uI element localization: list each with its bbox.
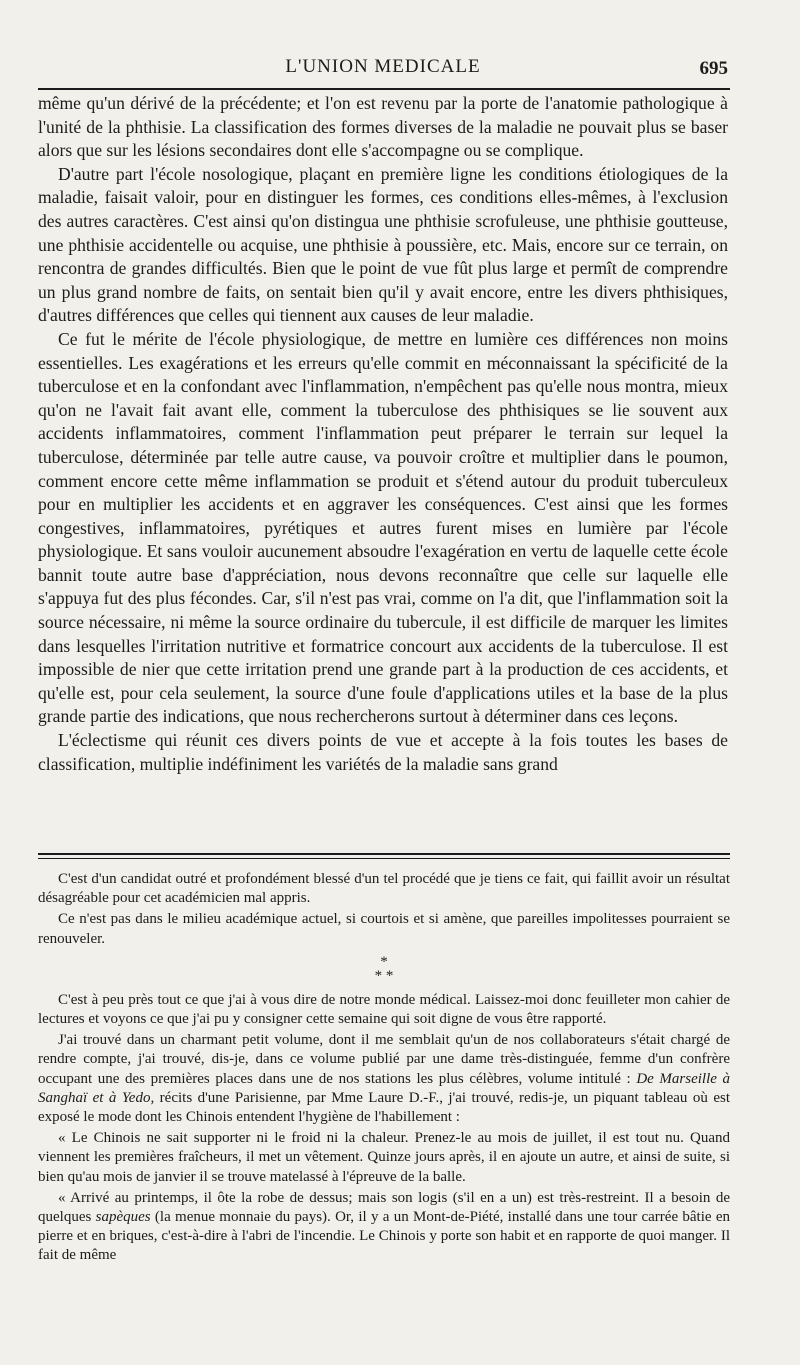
asterism-bottom: * * bbox=[374, 967, 394, 984]
note-paragraph: « Le Chinois ne sait supporter ni le froid ni la chaleur. Prenez-le au mois de juillet, il est tout nu. Quand viennent les premières fraîcheurs, il met un vêtement. Quinze jours après, il en ajoute un autre, et ainsi de suite, si bien qu'au mois de janvier il se trouve matelassé à l'épreuve de la balle. bbox=[38, 1130, 730, 1185]
header-rule bbox=[38, 88, 730, 90]
running-title: L'UNION MEDICALE bbox=[285, 56, 481, 77]
note-paragraph: C'est à peu près tout ce que j'ai à vous dire de notre monde médical. Laissez-moi donc feuilleter mon cahier de lectures et voyons ce que j'ai pu y consigner cette semaine qui soit digne de vous être rapporté. bbox=[38, 991, 730, 1028]
feuilleton-text bbox=[38, 870, 730, 1268]
main-paragraph: L'éclectisme qui réunit ces divers points de vue et accepte à la fois toutes les bases de classification, multiplie indéfiniment les variétés de la maladie sans grand bbox=[38, 730, 728, 774]
book-title: De Marseille à Sanghaï et à Yedo, bbox=[38, 1070, 731, 1106]
section-divider-thick bbox=[38, 853, 730, 855]
section-divider-thin bbox=[38, 858, 730, 859]
main-paragraph: même qu'un dérivé de la précédente; et l'on est revenu par la porte de l'anatomie pathologique à l'unité de la phthisie. La classification des formes diverses de la maladie ne pouvait plus se baser alors que sur les lésions secondaires dont elle s'accompagne ou se complique. bbox=[38, 93, 728, 161]
note-paragraph bbox=[38, 1189, 730, 1266]
page-header bbox=[38, 50, 728, 90]
note-paragraph: C'est d'un candidat outré et profondément blessé d'un tel procédé que je tiens ce fait, qui faillit avoir un résultat désagréable pour cet académicien mal appris. bbox=[38, 871, 730, 907]
italic-term: sapèques bbox=[95, 1209, 151, 1226]
note-paragraph: Ce n'est pas dans le milieu académique actuel, si courtois et si amène, que pareilles impolitesses pourraient se renouveler. bbox=[38, 911, 730, 947]
note-text: « Arrivé au printemps, il ôte la robe de dessus; mais son logis (s'il en a un) est très-restreint. Il a besoin de quelques bbox=[38, 1189, 730, 1226]
asterism-top: * bbox=[380, 953, 388, 970]
main-paragraph: Ce fut le mérite de l'école physiologique, de mettre en lumière ces différences non moins essentielles. Les exagérations et les erreurs qu'elle commit en méconnaissant la spécificité de la tuberculose et en la confondant avec l'inflammation, n'empêchent pas qu'elle nous montra, mieux qu'on ne l'avait fait avant elle, comment la tuberculose des phthisiques se lie souvent aux accidents inflammatoires, comment l'inflammation peut préparer le terrain sur lequel la tuberculose, déterminée par telle autre cause, va pouvoir croître et multiplier dans le poumon, comment encore cette même inflammation se produit et s'étend autour du produit tuberculeux pour en multiplier les accidents et en aggraver les conséquences. C'est ainsi que les formes congestives, inflammatoires, pyrétiques et autres furent mises en lumière par l'école physiologique. Et sans vouloir aucunement absoudre l'exagération en vertu de laquelle cette école bannit toute autre base d'appréciation, nous devons reconnaître que celle sur laquelle elle s'appuya fut des plus fécondes. Car, s'il n'est pas vrai, comme on l'a dit, que l'inflammation soit la source nécessaire, ni même la source ordinaire du tubercule, il est difficile de marquer les limites dans lesquelles l'irritation nutritive et formatrice concourt aux accidents de la tuberculose. Il est impossible de nier que cette irritation prend une grande part à la production de ces accidents, et qu'elle est, pour cela seulement, la source d'une foule d'applications utiles et la base de la plus grande partie des indications, que nous rechercherons surtout à déterminer dans ces leçons. bbox=[38, 328, 728, 727]
main-paragraph: D'autre part l'école nosologique, plaçant en première ligne les conditions étiologiques de la maladie, faisait valoir, pour en distinguer les formes, ces conditions elles-mêmes, à l'exclusion des autres caractères. C'est ainsi qu'on distingua une phthisie scrofuleuse, une phthisie goutteuse, une phthisie accidentelle ou acquise, une phthisie à poussière, etc. Mais, encore sur ce terrain, on rencontra de grandes difficultés. Bien que le point de vue fût plus large et permît de comprendre un plus grand nombre de faits, on sentait bien qu'il y avait encore, entre les divers phthisiques, d'autres différences que celles qui tiennent aux causes de leur maladie. bbox=[38, 163, 728, 326]
page-number: 695 bbox=[699, 58, 728, 79]
note-paragraph bbox=[38, 1031, 730, 1127]
asterism-separator bbox=[38, 955, 730, 983]
note-text: J'ai trouvé dans un charmant petit volume, dont il me semblait qu'un de nos collaborateurs s'était chargé de rendre compte, j'ai trouvé, dis-je, dans ce volume publié par une dame très-distinguée, femme d'un confrère occupant une des premières places dans une de nos stations les plus célèbres, volume intitulé : bbox=[38, 1032, 730, 1087]
main-text bbox=[38, 92, 728, 776]
note-text: récits d'une Parisienne, par Mme Laure D.-F., j'ai trouvé, redis-je, un piquant tableau où est exposé le mode dont les Chinois entendent l'hygiène de l'habillement : bbox=[38, 1089, 730, 1126]
note-text: (la menue monnaie du pays). Or, il y a un Mont-de-Piété, installé dans une tour carrée bâtie en pierre et en briques, c'est-à-dire à l'abri de l'incendie. Le Chinois y porte son habit et en rapporte de quoi manger. Il fait de même bbox=[38, 1209, 730, 1264]
